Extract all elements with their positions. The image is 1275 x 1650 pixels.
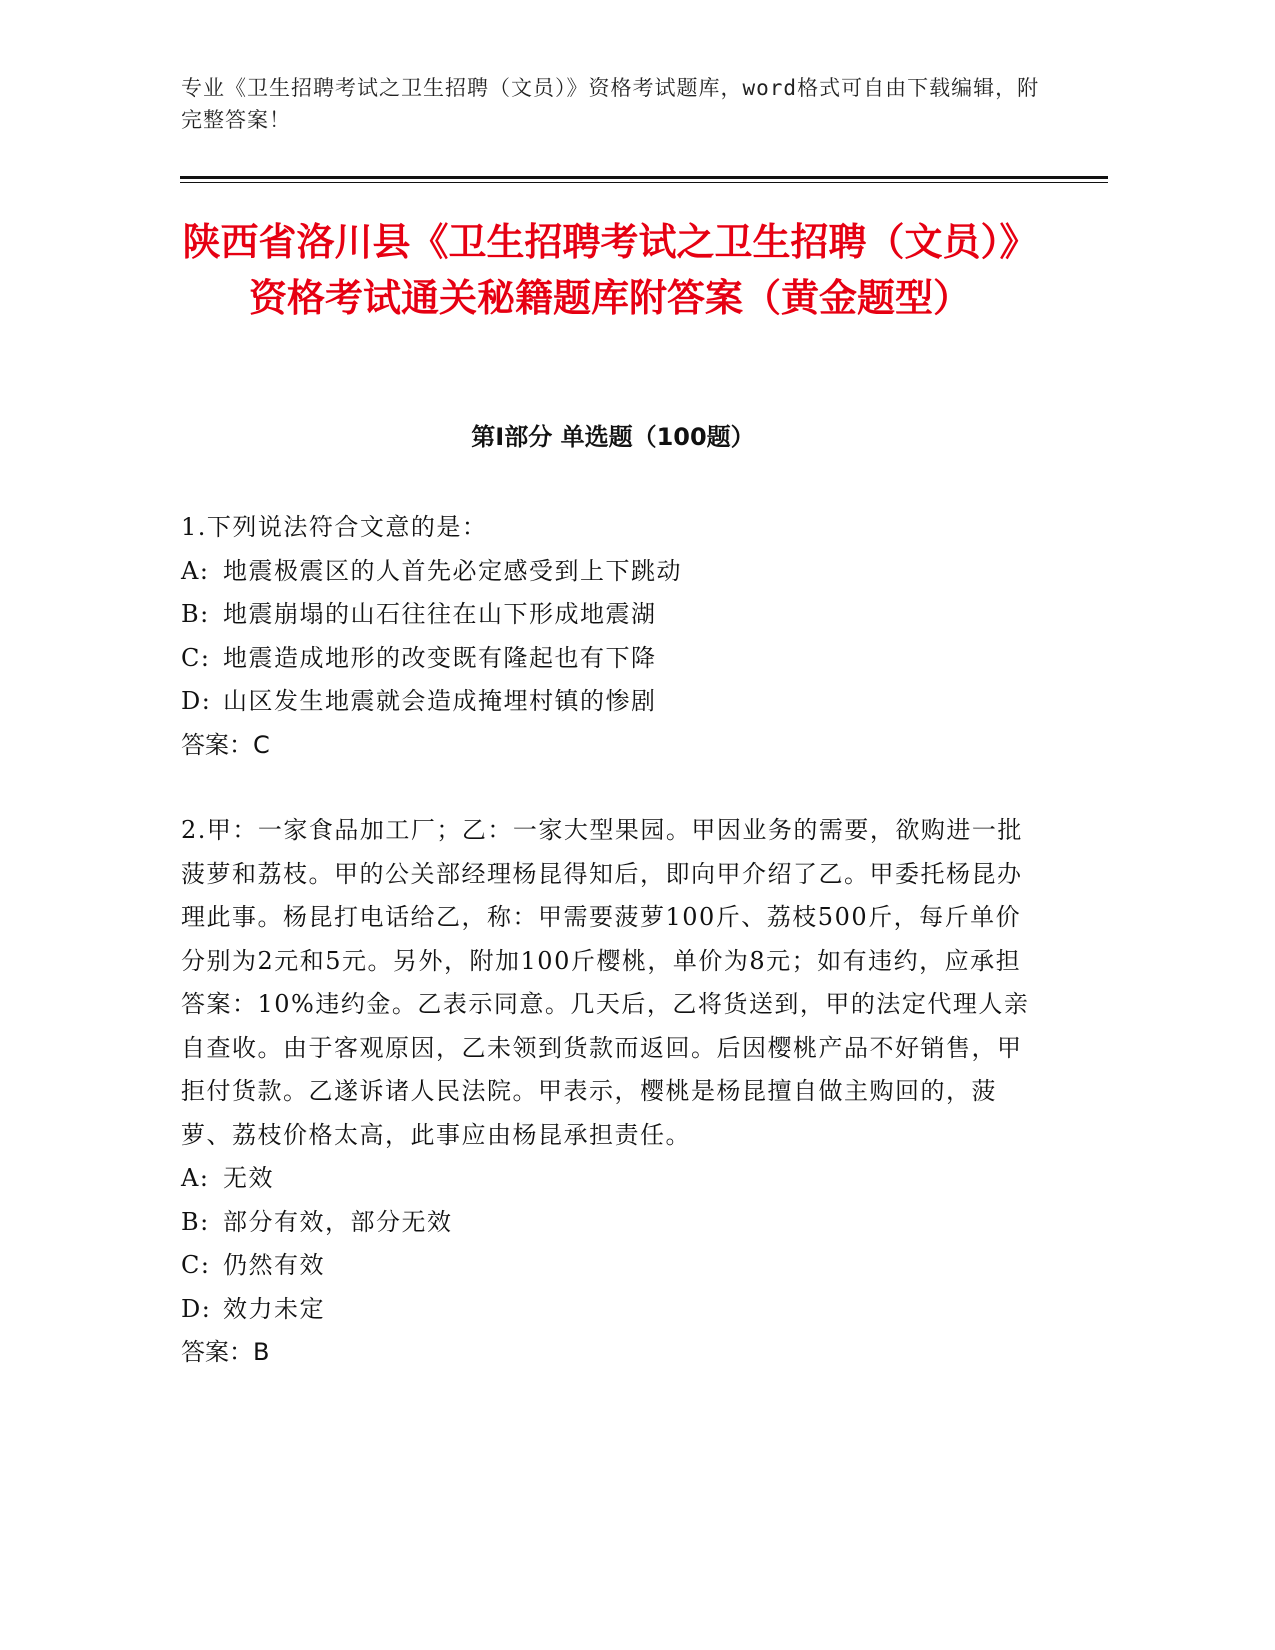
section-title: 第Ⅰ部分 单选题（100题） — [471, 423, 755, 451]
option-a — [181, 550, 1031, 594]
header-rule-thick — [180, 176, 1108, 179]
answer-text: 答案：C — [181, 730, 270, 759]
question-2 — [181, 809, 1031, 1375]
option-label: C: — [181, 643, 211, 672]
option-b — [181, 1201, 1031, 1245]
document-title: 陕西省洛川县《卫生招聘考试之卫生招聘（文员）》资格考试通关秘籍题库附答案（黄金题型） — [182, 220, 1038, 320]
option-d — [181, 680, 1031, 724]
option-text: 地震崩塌的山石往往在山下形成地震湖 — [223, 600, 657, 628]
option-label: A: — [181, 1164, 210, 1192]
question-1 — [181, 506, 1031, 767]
option-text: 部分有效，部分无效 — [223, 1207, 453, 1236]
option-label: B: — [181, 600, 210, 628]
option-label: D: — [181, 1294, 212, 1323]
question-stem: 2.甲：一家食品加工厂；乙：一家大型果园。甲因业务的需要，欲购进一批菠萝和荔枝。甲的公关部经理杨昆得知后，即向甲介绍了乙。甲委托杨昆办理此事。杨昆打电话给乙，称：甲需要菠萝100斤、荔枝500斤，每斤单价分别为2元和5元。另外，附加100斤樱桃，单价为8元；如有违约，应承担答案：10%违约金。乙表示同意。几天后，乙将货送到，甲的法定代理人亲自查收。由于客观原因，乙未领到货款而返回。后因樱桃产品不好销售，甲拒付货款。乙遂诉诸人民法院。甲表示，樱桃是杨昆擅自做主购回的，菠萝、荔枝价格太高，此事应由杨昆承担责任。 — [181, 816, 1030, 1149]
header-rule-thin — [180, 182, 1108, 183]
option-text: 效力未定 — [223, 1294, 325, 1323]
option-text: 地震造成地形的改变既有隆起也有下降 — [223, 643, 657, 672]
option-a — [181, 1157, 1031, 1201]
question-list — [181, 506, 1031, 1417]
option-text: 无效 — [223, 1164, 274, 1192]
option-label: D: — [181, 687, 212, 715]
option-text: 仍然有效 — [223, 1251, 325, 1279]
option-b — [181, 593, 1031, 637]
option-c — [181, 637, 1031, 681]
option-text: 山区发生地震就会造成掩埋村镇的惨剧 — [223, 687, 657, 715]
option-label: C: — [181, 1251, 211, 1279]
option-text: 地震极震区的人首先必定感受到上下跳动 — [223, 556, 682, 585]
option-label: A: — [181, 556, 210, 585]
answer-text: 答案：B — [181, 1338, 270, 1366]
option-c — [181, 1244, 1031, 1288]
header-note: 专业《卫生招聘考试之卫生招聘（文员）》资格考试题库，word格式可自由下载编辑，附完整答案！ — [181, 76, 1040, 132]
option-label: B: — [181, 1207, 210, 1236]
option-d — [181, 1288, 1031, 1332]
question-stem: 1.下列说法符合文意的是： — [181, 513, 488, 541]
